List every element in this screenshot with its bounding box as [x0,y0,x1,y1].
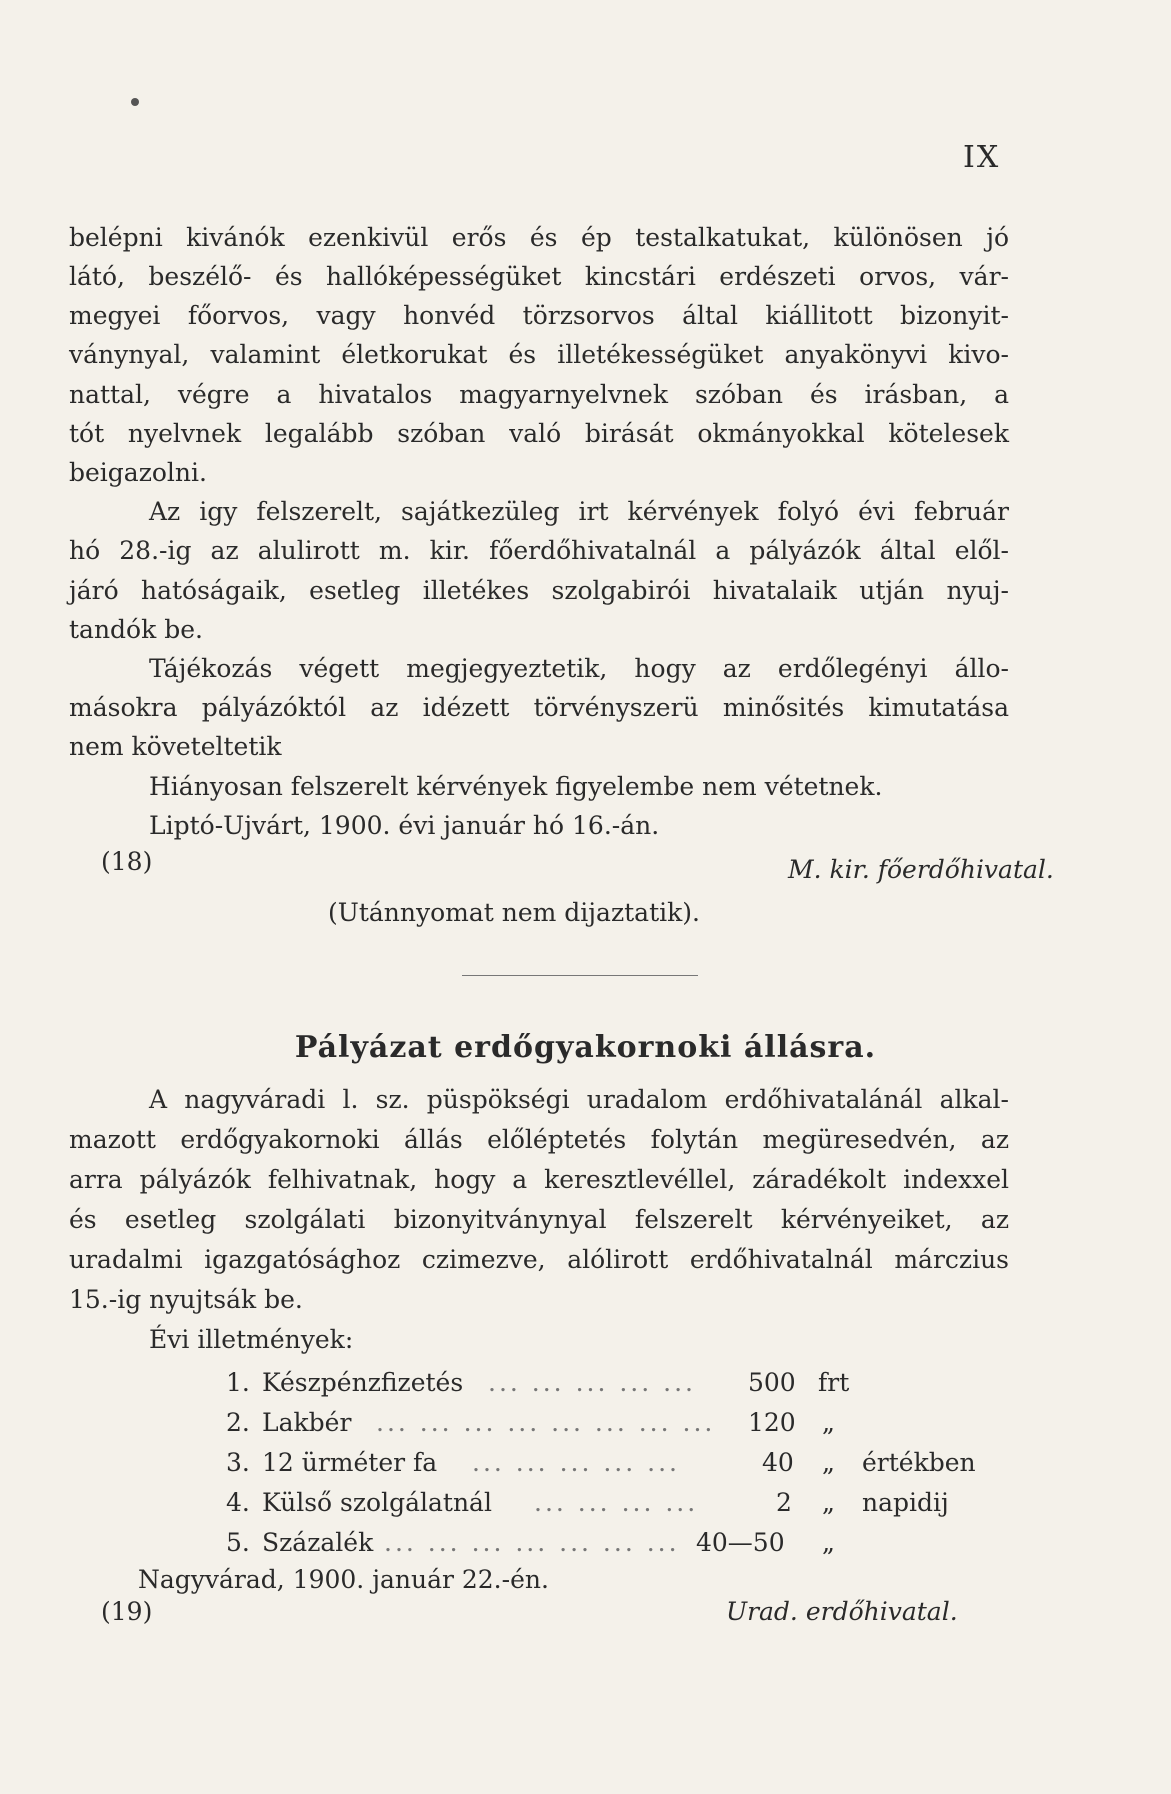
item-amount: 2 [776,1488,792,1517]
item-amount: 40 [762,1448,794,1477]
item-label: Készpénzfizetés [262,1368,464,1397]
item-label: Százalék [262,1528,374,1557]
text-line: mazott erdőgyakornoki állás előléptetés folytán megüresedvén, az [69,1125,1009,1154]
item-note: napidij [862,1488,949,1517]
text-line: Tájékozás végett megjegyeztetik, hogy az erdőlegényi állo- [149,654,1009,683]
signature: Urad. erdőhivatal. [726,1597,958,1626]
text-line: nattal, végre a hivatalos magyarnyelvnek szóban és irásban, a [69,380,1009,409]
text-line: tandók be. [69,615,203,644]
leader-dots: ... ... ... ... ... [472,1448,680,1477]
item-number: 1. [226,1368,250,1397]
item-label: 12 ürméter fa [262,1448,438,1477]
text-line: másokra pályázóktól az idézett törvényszerü minősités kimutatása [69,693,1009,722]
text-line: uradalmi igazgatósághoz czimezve, alólirott erdőhivatalnál márczius [69,1245,1009,1274]
text-line: és esetleg szolgálati bizonyitványnyal felszerelt kérvényeiket, az [69,1205,1009,1234]
text-line: megyei főorvos, vagy honvéd törzsorvos által kiállitott bizonyit- [69,301,1009,330]
text-line: Hiányosan felszerelt kérvények figyelembe nem vétetnek. [149,772,883,801]
text-line: Az igy felszerelt, sajátkezüleg irt kérvények folyó évi február [149,497,1009,526]
ink-dot [131,98,139,106]
salary-title: Évi illetmények: [149,1325,354,1354]
text-line: ványnyal, valamint életkorukat és illetékességüket anyakönyvi kivo- [69,340,1009,369]
text-line: A nagyváradi l. sz. püspökségi uradalom erdőhivatalánál alkal- [149,1085,1009,1114]
item-amount: 500 [748,1368,796,1397]
text-line: nem követeltetik [69,732,282,761]
place-date: Liptó-Ujvárt, 1900. évi január hó 16.-án. [149,811,660,840]
item-label: Lakbér [262,1408,352,1437]
section-heading: Pályázat erdőgyakornoki állásra. [294,1030,877,1065]
signature: M. kir. főerdőhivatal. [788,855,1054,884]
item-amount: 40—50 [696,1528,785,1557]
place-date: Nagyvárad, 1900. január 22.-én. [138,1565,549,1594]
item-number: 4. [226,1488,250,1517]
item-unit: „ [822,1408,835,1437]
reference-number: (19) [101,1597,153,1626]
text-line: belépni kivánók ezenkivül erős és ép testalkatukat, különösen jó [69,223,1009,252]
text-line: hó 28.-ig az alulirott m. kir. főerdőhivatalnál a pályázók által elől- [69,536,1009,565]
item-number: 2. [226,1408,250,1437]
leader-dots: ... ... ... ... [534,1488,699,1517]
reference-number: (18) [101,847,153,876]
text-line: beigazolni. [69,458,207,487]
leader-dots: ... ... ... ... ... ... ... ... [376,1408,716,1437]
item-unit: frt [818,1368,850,1397]
item-unit: „ [822,1528,835,1557]
text-line: tót nyelvnek legalább szóban való birását okmányokkal kötelesek [69,419,1009,448]
text-line: 15.-ig nyujtsák be. [69,1285,303,1314]
item-note: értékben [862,1448,976,1477]
text-line: látó, beszélő- és hallóképességüket kincstári erdészeti orvos, vár- [69,262,1009,291]
leader-dots: ... ... ... ... ... [488,1368,696,1397]
item-unit: „ [822,1488,835,1517]
leader-dots: ... ... ... ... ... ... ... [384,1528,680,1557]
item-number: 3. [226,1448,250,1477]
text-line: járó hatóságaik, esetleg illetékes szolgabirói hivatalaik utján nyuj- [69,576,1009,605]
item-label: Külső szolgálatnál [262,1488,492,1517]
text-line: arra pályázók felhivatnak, hogy a keresztlevéllel, záradékolt indexxel [69,1165,1009,1194]
reprint-note: (Utánnyomat nem dijaztatik). [328,898,700,927]
item-unit: „ [822,1448,835,1477]
item-amount: 120 [748,1408,796,1437]
section-divider [462,975,698,976]
page-number: IX [963,140,1001,175]
item-number: 5. [226,1528,250,1557]
